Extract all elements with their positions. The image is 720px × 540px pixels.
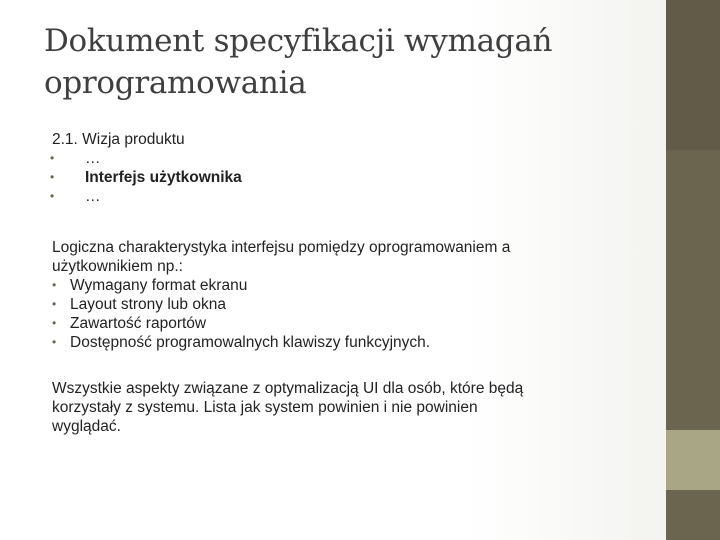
bullet-icon: • <box>50 170 55 184</box>
bullet-icon: • <box>50 151 55 165</box>
slide-title-line-1: Dokument specyfikacji wymagań <box>44 23 553 59</box>
decorative-side-block-top <box>666 0 720 150</box>
list-item-text: Wymagany format ekranu <box>70 277 248 294</box>
decorative-side-block-bottom <box>666 490 720 540</box>
sub-item-text: Interfejs użytkownika <box>85 169 242 186</box>
bullet-icon: • <box>52 297 57 311</box>
list-item <box>52 333 642 352</box>
list-item <box>52 276 642 295</box>
paragraph-line: korzystały z systemu. Lista jak system powinien i nie powinien <box>52 399 478 416</box>
paragraph-line: Wszystkie aspekty związane z optymalizacją UI dla osób, które będą <box>52 380 524 397</box>
paragraph-line: użytkownikiem np.: <box>52 258 183 275</box>
bullet-icon: • <box>52 316 57 330</box>
paragraph-ui-optimization <box>52 379 642 436</box>
paragraph-ui-characteristics <box>52 238 642 352</box>
paragraph-line: Logiczna charakterystyka interfejsu pomiędzy oprogramowaniem a <box>52 239 511 256</box>
bullet-icon: • <box>52 335 57 349</box>
sub-item <box>50 187 642 206</box>
slide-title-line-2: oprogramowania <box>44 65 307 101</box>
list-item <box>52 295 642 314</box>
sub-item-text: … <box>85 188 101 205</box>
ui-aspects-list <box>52 276 642 352</box>
sub-item-text: … <box>85 150 101 167</box>
sub-item <box>50 149 642 168</box>
bullet-icon: • <box>50 189 55 203</box>
list-item-text: Dostępność programowalnych klawiszy funkcyjnych. <box>70 334 431 351</box>
slide-title <box>44 20 644 104</box>
section-heading: 2.1. Wizja produktu <box>52 131 185 148</box>
list-item <box>52 314 642 333</box>
decorative-side-block-light <box>666 430 720 490</box>
list-item-text: Zawartość raportów <box>70 315 207 332</box>
list-item-text: Layout strony lub okna <box>70 296 226 313</box>
paragraph-line: wyglądać. <box>52 418 121 435</box>
sub-item <box>50 168 642 187</box>
bullet-icon: • <box>52 278 57 292</box>
slide-content <box>52 130 642 436</box>
